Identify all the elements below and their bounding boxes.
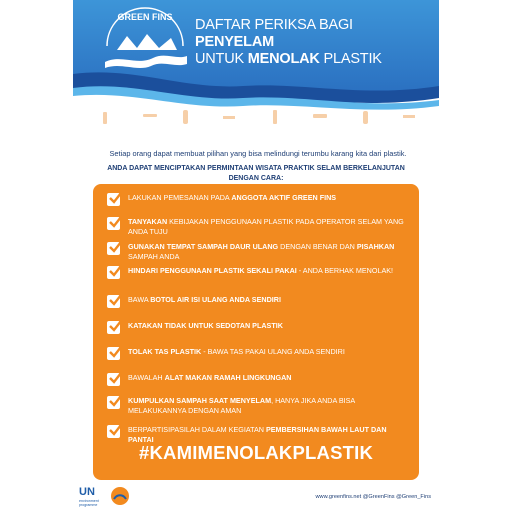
checklist-item-bold: BOTOL AIR ISI ULANG ANDA SENDIRI bbox=[150, 295, 281, 304]
checkbox-check-icon bbox=[107, 193, 120, 206]
checkbox-check-icon bbox=[107, 217, 120, 230]
checklist-item-bold: ALAT MAKAN RAMAH LINGKUNGAN bbox=[164, 373, 292, 382]
title-line2-post: PLASTIK bbox=[319, 51, 382, 67]
checklist-item-span: BAWALAH bbox=[128, 373, 165, 382]
checklist-panel bbox=[93, 184, 419, 480]
checklist-item bbox=[107, 266, 407, 279]
checklist-item-text bbox=[128, 373, 291, 383]
header-banner bbox=[73, 0, 439, 130]
checkbox-check-icon bbox=[107, 295, 120, 308]
intro-text: ANDA DAPAT MENCIPTAKAN PERMINTAAN WISATA PRAKTIK SELAM BERKELANJUTAN DENGAN CARA: bbox=[107, 165, 405, 182]
checkbox-check-icon bbox=[107, 242, 120, 255]
checklist-item bbox=[107, 347, 407, 360]
checklist-item-bold: TANYAKAN bbox=[128, 217, 168, 226]
checkbox-check-icon bbox=[107, 321, 120, 334]
footer-links[interactable]: www.greenfins.net @GreenFins @Green_Fins bbox=[315, 494, 431, 500]
checklist-item bbox=[107, 321, 407, 334]
tagline: Setiap orang dapat membuat pilihan yang bisa melindungi terumbu karang kita dari plastik. bbox=[109, 149, 407, 158]
checklist-item-text bbox=[128, 396, 407, 415]
checkbox-check-icon bbox=[107, 373, 120, 386]
page-title bbox=[195, 17, 435, 68]
checklist-item-text bbox=[128, 217, 407, 236]
title-line2-bold: MENOLAK bbox=[247, 51, 320, 67]
checklist-item-span: BAWA bbox=[128, 295, 151, 304]
checklist-item-span: - ANDA BERHAK MENOLAK! bbox=[296, 266, 394, 275]
poster bbox=[73, 0, 439, 512]
checkbox-check-icon bbox=[107, 425, 120, 438]
checklist-item-span: BERPARTISIPASILAH DALAM KEGIATAN bbox=[128, 425, 266, 434]
checklist-item bbox=[107, 242, 407, 261]
checklist-item-span: - BAWA TAS PAKAI ULANG ANDA SENDIRI bbox=[201, 347, 345, 356]
checkbox-check-icon bbox=[107, 266, 120, 279]
checkbox-check-icon bbox=[107, 347, 120, 360]
checklist-item-span: , HANYA JIKA ANDA BISA MELAKUKANNYA DENGAN AMAN bbox=[128, 396, 355, 415]
un-subtitle: environment programme bbox=[79, 499, 99, 507]
checklist-item-bold: HINDARI PENGGUNAAN PLASTIK SEKALI PAKAI bbox=[128, 266, 297, 275]
checklist-item-span: LAKUKAN PEMESANAN PADA bbox=[128, 193, 232, 202]
checklist-item-bold: PEMBERSIHAN BAWAH LAUT DAN PANTAI bbox=[128, 425, 387, 444]
checklist-item-bold: KUMPULKAN SAMPAH SAAT MENYELAM bbox=[128, 396, 272, 405]
green-fins-logo bbox=[97, 6, 193, 78]
checklist-item-text bbox=[128, 266, 393, 276]
checklist-item-bold: KATAKAN TIDAK UNTUK SEDOTAN PLASTIK bbox=[128, 321, 283, 330]
checklist-item-bold: TOLAK TAS PLASTIK bbox=[128, 347, 202, 356]
checklist-item-bold: PISAHKAN bbox=[356, 242, 395, 251]
checklist-item-text bbox=[128, 193, 336, 203]
un-logo: UN bbox=[79, 486, 95, 498]
checklist-item bbox=[107, 193, 407, 206]
checklist-item bbox=[107, 373, 407, 386]
checklist-item-bold: ANGGOTA AKTIF GREEN FINS bbox=[231, 193, 337, 202]
title-line2: UNTUK bbox=[195, 51, 248, 67]
title-line1: DAFTAR PERIKSA BAGI bbox=[195, 17, 353, 33]
checklist-item bbox=[107, 295, 407, 308]
footer bbox=[73, 482, 439, 512]
checklist-item-text bbox=[128, 347, 345, 357]
checklist-item bbox=[107, 217, 407, 236]
checklist-item bbox=[107, 396, 407, 415]
checklist-item-span: KEBIJAKAN PENGGUNAAN PLASTIK PADA OPERATOR SELAM YANG ANDA TUJU bbox=[128, 217, 404, 236]
coral-reef-logo bbox=[109, 485, 131, 507]
checklist-item-span: DENGAN BENAR DAN bbox=[278, 242, 357, 251]
checklist-item-bold: GUNAKAN TEMPAT SAMPAH DAUR ULANG bbox=[128, 242, 279, 251]
checklist-item-span: SAMPAH ANDA bbox=[128, 251, 180, 261]
checklist-item-text bbox=[128, 295, 281, 305]
checkbox-check-icon bbox=[107, 396, 120, 409]
checklist-item-text bbox=[128, 242, 407, 261]
logo-text: GREEN FINS bbox=[117, 12, 173, 22]
checklist-item-text bbox=[128, 321, 283, 331]
hashtag: #KAMIMENOLAKPLASTIK bbox=[138, 442, 374, 463]
title-line1-bold: PENYELAM bbox=[195, 34, 274, 50]
